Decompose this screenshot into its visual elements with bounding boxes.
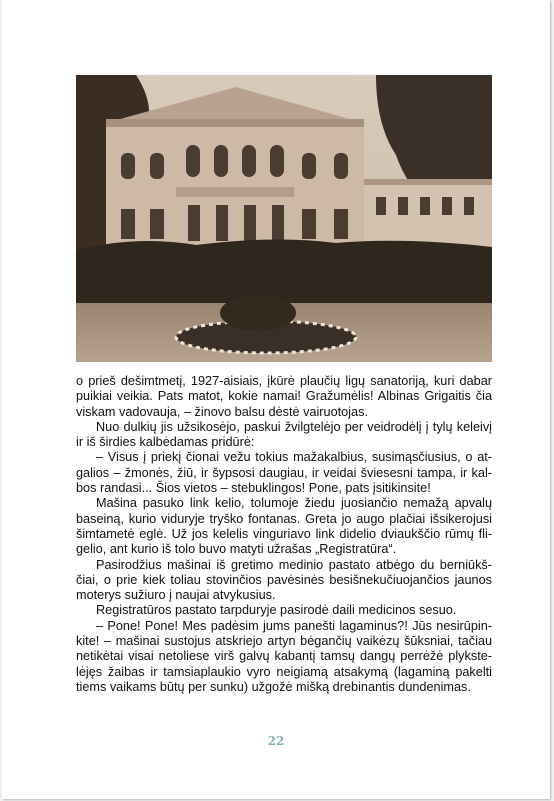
text-line: galios – žmonės, žiū, ir šypsosi daugiau, ir veidai šviesesni tampa, ir kal- xyxy=(76,465,492,480)
text-line: viskam vadovauja, – žinovo balsu dėstė vairuotojas. xyxy=(76,404,368,419)
page-number: 22 xyxy=(267,734,285,748)
text-line: Pasirodžius mašinai iš gretimo medinio pastato atbėgo du berniūkš- xyxy=(96,557,492,572)
text-line: – Visus į priekį čionai vežu tokius mažakalbius, susimąsčiusius, o at- xyxy=(96,450,492,465)
text-line: puikiai veikia. Pats matot, kokie namai! Gražumėlis! Albinas Grigaitis čia xyxy=(76,389,492,404)
text-line: gelio, ant kurio iš tolo buvo matyti užrašas „Registratūra“. xyxy=(76,542,397,557)
text-line: lėjęs žaibas ir tamsiaplaukio vyro neigiamą atsakymą (lagaminą pakelti xyxy=(76,664,492,679)
sanatorium-building-photo xyxy=(76,75,492,362)
text-line: Registratūros pastato tarpduryje pasirodė daili medicinos sesuo. xyxy=(96,603,457,618)
text-line: šimtametė eglė. Už jos kelelis vinguriavo link didelio dviaukščio rūmų fli- xyxy=(76,526,492,541)
paragraph xyxy=(76,450,492,496)
text-line: o prieš dešimtmetį, 1927-aisiais, įkūrė plaučių ligų sanatoriją, kuri dabar xyxy=(76,374,492,388)
paragraph xyxy=(76,420,492,451)
paragraph xyxy=(76,619,492,695)
text-line: Nuo dulkių jis užsikosėjo, paskui žvilgtelėjo per veidrodėlį į tylų keleivį xyxy=(96,419,492,434)
historic-building-photo xyxy=(76,75,492,362)
paragraph xyxy=(76,603,492,618)
text-line: kite! – mašinai sustojus atskriejo artyn bėgančių vaikėzų šūksniai, tačiau xyxy=(76,634,492,649)
paragraph xyxy=(76,558,492,604)
text-line: – Pone! Pone! Mes padėsim jums panešti lagaminus?! Jūs nesirūpin- xyxy=(96,618,492,633)
text-line: ir iš širdies kalbėdamas pridūrė: xyxy=(76,435,255,450)
paragraph xyxy=(76,374,492,420)
page-body-text xyxy=(76,374,492,695)
text-line: Mašina pasuko link kelio, tolumoje žiedu juosiančio nemažą apvalų xyxy=(96,496,492,511)
text-line: čiai, o prie kiek toliau stovinčios pavėsinės besišnekučiuojančios jaunos xyxy=(76,572,492,587)
text-line: netikėtai visai netoliese virš galvų kabantį tamsų dangų perrėžė plykste- xyxy=(76,649,492,664)
book-page xyxy=(2,0,550,799)
text-line: baseiną, kurio viduryje tryško fontanas. Greta jo augo plačiai išsikerojusi xyxy=(76,511,492,526)
text-line: bos randasi... Šios vietos – stebuklingos! Pone, pats įsitikinsite! xyxy=(76,481,431,496)
text-line: tiems vaikams būtų per sunku) užgožė mišką drebinantis dundenimas. xyxy=(76,679,471,694)
paragraph xyxy=(76,496,492,557)
text-line: moterys sužiuro į naujai atvykusius. xyxy=(76,588,276,603)
